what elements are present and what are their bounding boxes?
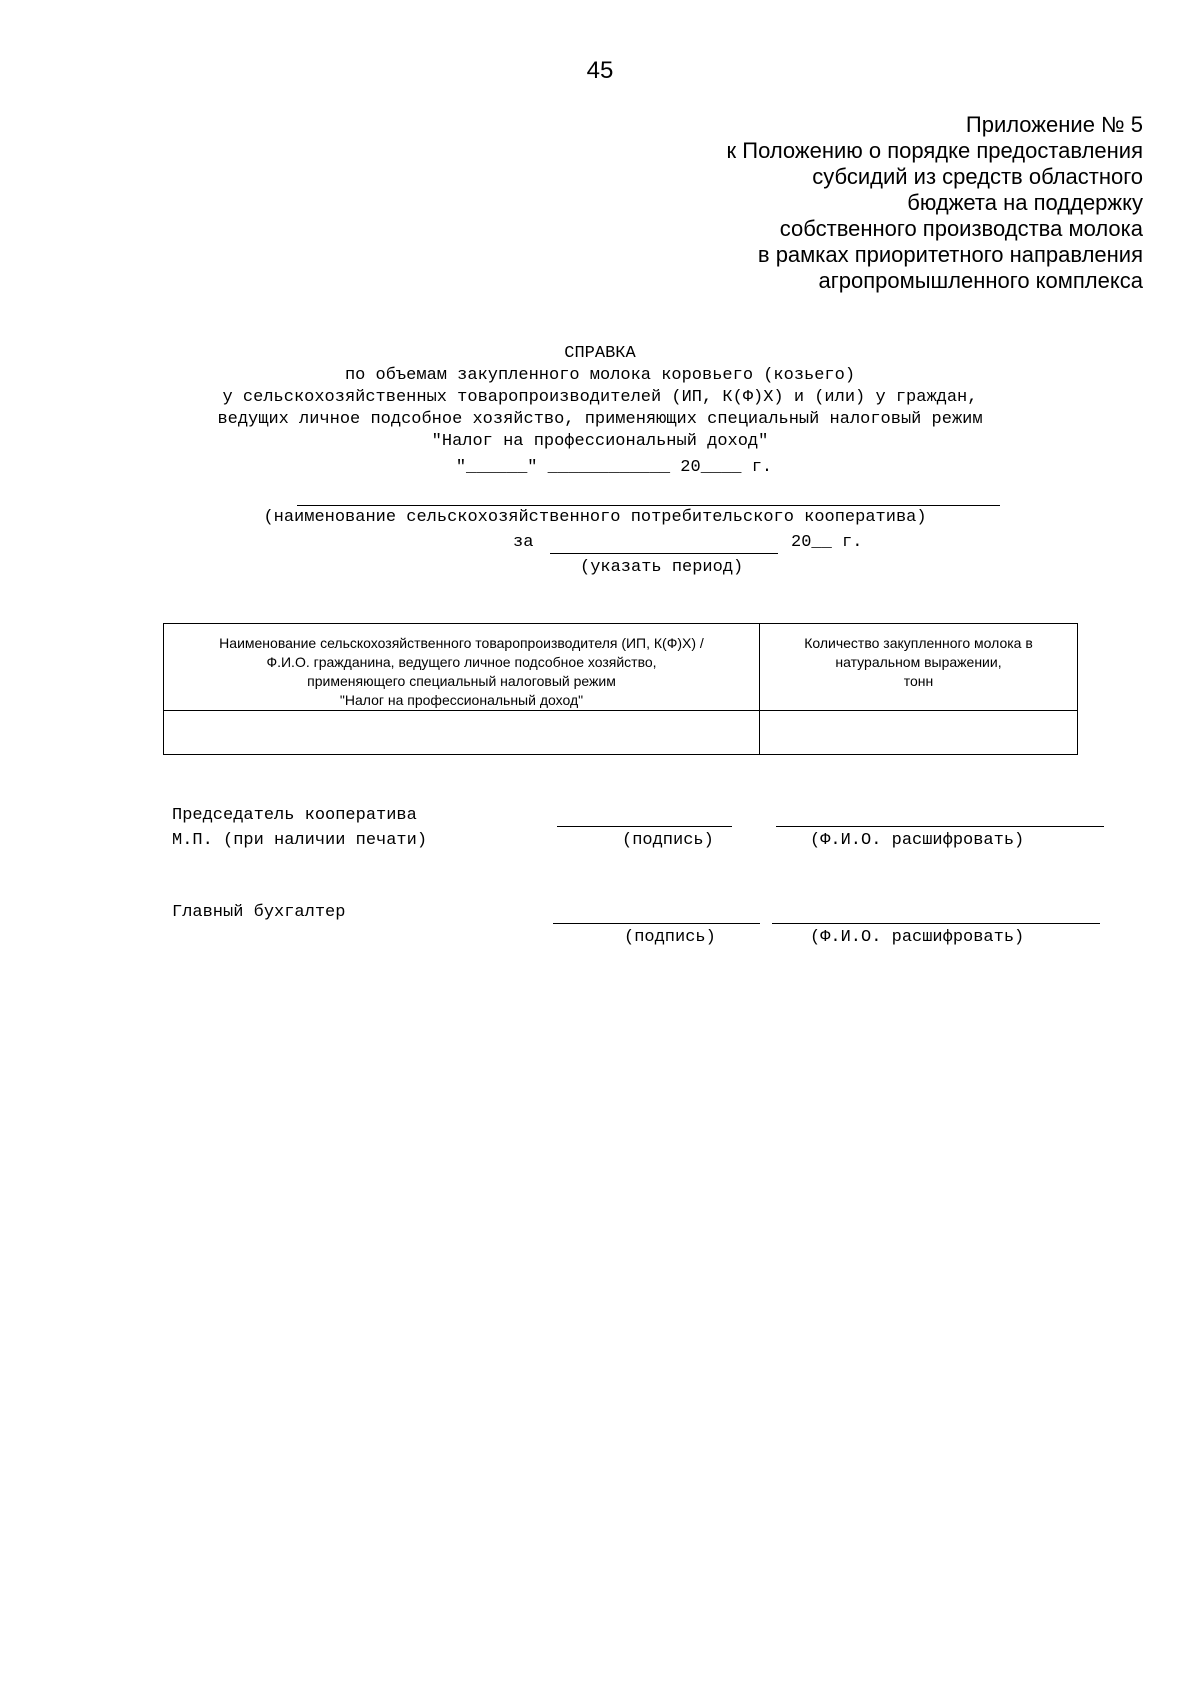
appendix-line: субсидий из средств областного — [812, 164, 1143, 189]
page-number: 45 — [586, 57, 614, 84]
header-text: тонн — [903, 673, 934, 689]
header-text: Ф.И.О. гражданина, ведущего личное подсобное хозяйство, — [266, 654, 657, 670]
accountant-name-caption: (Ф.И.О. расшифровать) — [810, 928, 1025, 947]
header-text: натуральном выражении, — [835, 654, 1002, 670]
table-cell-producer[interactable] — [164, 711, 760, 755]
title-line: ведущих личное подсобное хозяйство, применяющих специальный налоговый режим — [217, 410, 983, 429]
header-text: Наименование сельскохозяйственного товаропроизводителя (ИП, К(Ф)Х) / — [219, 635, 704, 651]
table-header-row — [164, 624, 1078, 711]
title-line: по объемам закупленного молока коровьего (козьего) — [344, 366, 856, 385]
date-line: "______" ____________ 20____ г. — [455, 458, 773, 477]
period-line[interactable] — [550, 553, 778, 554]
chairman-name-line[interactable] — [776, 826, 1104, 827]
cooperative-caption: (наименование сельскохозяйственного потребительского кооператива) — [263, 508, 927, 527]
cooperative-name-line[interactable] — [297, 505, 1000, 506]
table-row — [164, 711, 1078, 755]
appendix-line: собственного производства молока — [779, 216, 1143, 241]
appendix-line: к Положению о порядке предоставления — [726, 138, 1143, 163]
document-title: СПРАВКА — [564, 344, 636, 363]
table-cell-quantity[interactable] — [760, 711, 1078, 755]
chairman-sign-caption: (подпись) — [622, 831, 714, 850]
header-text: "Налог на профессиональный доход" — [339, 692, 584, 708]
chairman-signature-line[interactable] — [557, 826, 732, 827]
milk-volume-table — [163, 623, 1078, 755]
table-header-producer — [164, 624, 760, 711]
period-caption: (указать период) — [580, 558, 744, 577]
accountant-signature-line[interactable] — [553, 923, 760, 924]
chairman-name-caption: (Ф.И.О. расшифровать) — [810, 831, 1025, 850]
header-text: Количество закупленного молока в — [804, 635, 1033, 651]
accountant-sign-caption: (подпись) — [624, 928, 716, 947]
period-suffix: 20__ г. — [791, 533, 863, 552]
appendix-line: в рамках приоритетного направления — [757, 242, 1143, 267]
appendix-line: агропромышленного комплекса — [818, 268, 1143, 293]
appendix-line: бюджета на поддержку — [907, 190, 1143, 215]
accountant-name-line[interactable] — [772, 923, 1100, 924]
header-text: применяющего специальный налоговый режим — [307, 673, 616, 689]
appendix-line: Приложение № 5 — [965, 112, 1143, 137]
title-line: "Налог на профессиональный доход" — [431, 432, 769, 451]
appendix-block — [727, 112, 1143, 294]
title-line: у сельскохозяйственных товаропроизводителей (ИП, К(Ф)Х) и (или) у граждан, — [222, 388, 978, 407]
table-header-quantity — [760, 624, 1078, 711]
period-prefix: за — [513, 533, 534, 552]
accountant-title: Главный бухгалтер — [172, 903, 346, 922]
stamp-label: М.П. (при наличии печати) — [172, 831, 428, 850]
chairman-title: Председатель кооператива — [172, 806, 417, 825]
